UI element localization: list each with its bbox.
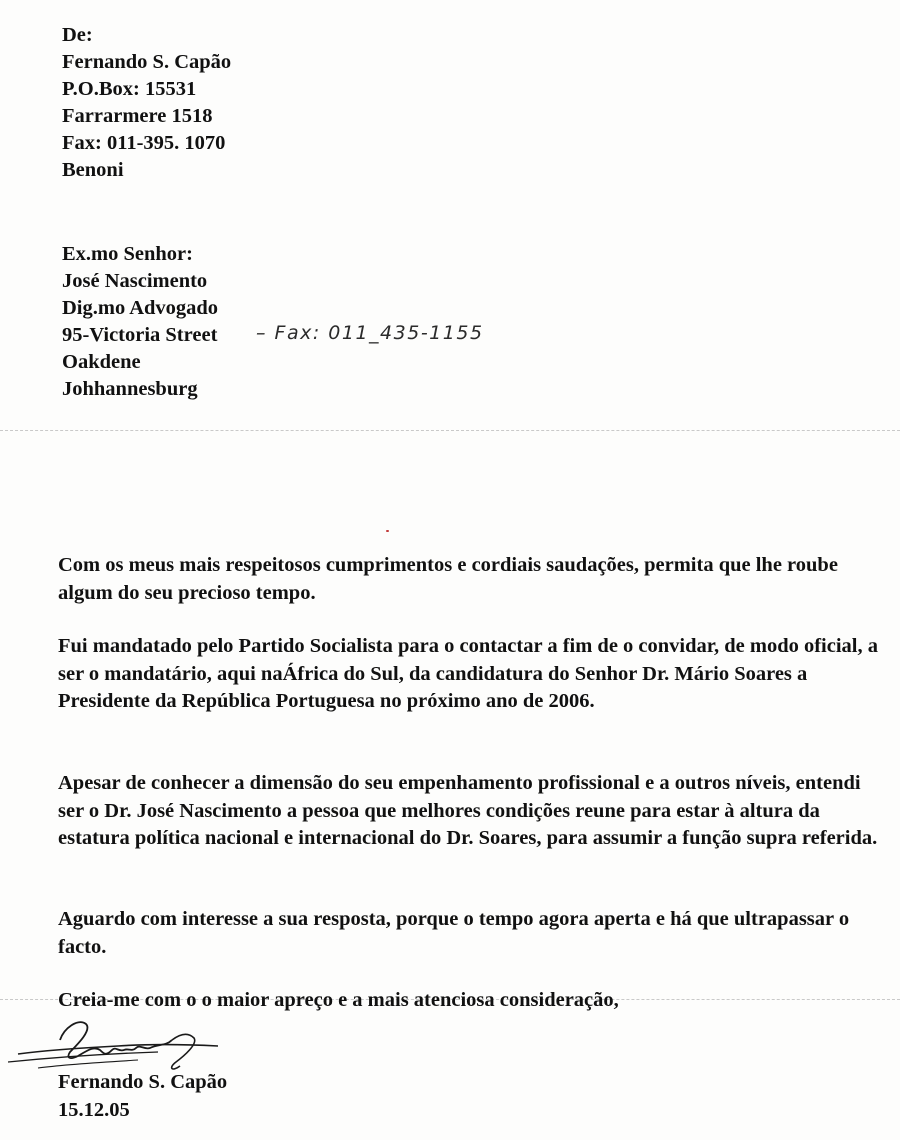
body-paragraph-1: Com os meus mais respeitosos cumprimentos e cordiais saudações, permita que lhe roube algum do seu precioso tempo. xyxy=(58,554,838,604)
body-paragraph-2: Fui mandatado pelo Partido Socialista para o contactar a fim de o convidar, de modo oficial, a ser o mandatário, aqui naÁfrica do Sul, da candidatura do Senhor Dr. Mário Soares a Presidente da República Portuguesa no próximo ano de 2006. xyxy=(58,635,878,712)
recipient-suburb: Oakdene xyxy=(62,351,141,373)
sender-pobox: P.O.Box: 15531 xyxy=(62,78,197,100)
recipient-name: José Nascimento xyxy=(62,270,208,292)
handwritten-fax-note: – Fax: 011_435-1155 xyxy=(256,322,484,344)
body-paragraph-closing: Creia-me com o o maior apreço e a mais atenciosa consideração, xyxy=(58,989,619,1011)
recipient-street: 95-Victoria Street xyxy=(62,324,218,346)
paper-fold-line xyxy=(0,430,900,431)
sender-area: Farrarmere 1518 xyxy=(62,105,213,127)
sender-label: De: xyxy=(62,24,93,46)
body-paragraph-3: Apesar de conhecer a dimensão do seu empenhamento profissional e a outros níveis, entendi ser o Dr. José Nascimento a pessoa que melhores condições reune para estar à altura da estatura política nacional e internacional do Dr. Soares, para assumir a função supra referida. xyxy=(58,772,878,849)
sender-city: Benoni xyxy=(62,159,124,181)
sender-name: Fernando S. Capão xyxy=(62,51,232,73)
body-paragraph-4: Aguardo com interesse a sua resposta, porque o tempo agora aperta e há que ultrapassar o facto. xyxy=(58,908,850,958)
letter-date: 15.12.05 xyxy=(58,1099,130,1121)
recipient-address xyxy=(62,241,218,403)
signatory-name: Fernando S. Capão xyxy=(58,1071,228,1093)
recipient-salutation: Ex.mo Senhor: xyxy=(62,243,193,265)
sender-address xyxy=(62,22,231,184)
recipient-city: Johhannesburg xyxy=(62,378,198,400)
recipient-title: Dig.mo Advogado xyxy=(62,297,219,319)
sender-fax: Fax: 011-395. 1070 xyxy=(62,132,226,154)
ink-speck xyxy=(386,530,389,532)
